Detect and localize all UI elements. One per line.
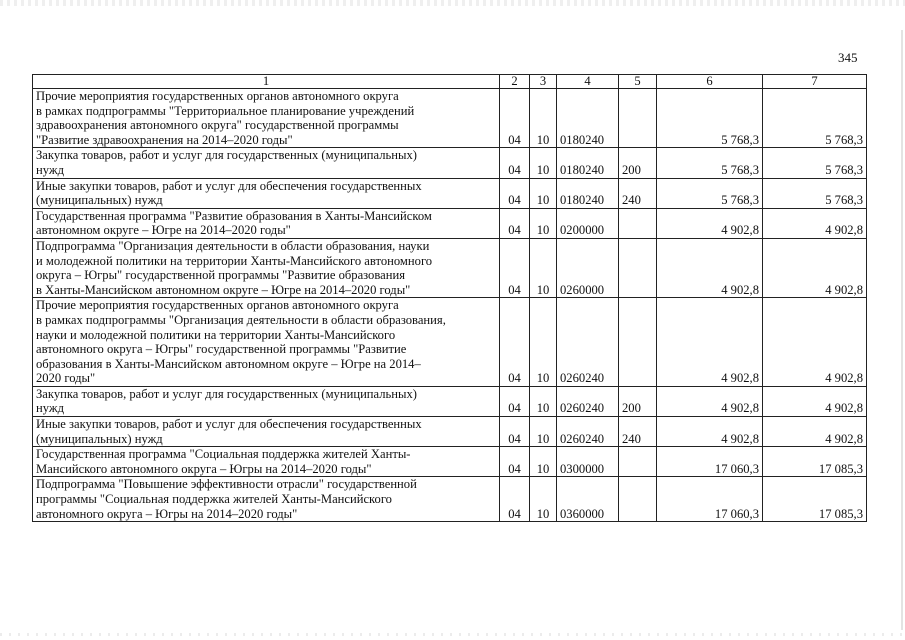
amount-plan: 17 060,3 [657,477,763,522]
description-line: Иные закупки товаров, работ и услуг для обеспечения государственных [36,178,422,193]
column-header: 7 [763,75,867,89]
subsection-code: 10 [530,208,557,238]
description-line: 2020 годы" [36,371,96,386]
table-row [33,178,867,208]
expense-type-code: 240 [619,417,657,447]
amount-actual: 4 902,8 [763,208,867,238]
expense-type-code [619,447,657,477]
description-line: "Развитие здравоохранения на 2014–2020 годы" [36,132,293,147]
target-article-code: 0260240 [557,417,619,447]
scan-edge-artifact [0,0,905,6]
description-line: Подпрограмма "Повышение эффективности отрасли" государственной [36,477,417,492]
budget-table [32,74,867,522]
row-description [33,178,500,208]
description-line: Закупка товаров, работ и услуг для государственных (муниципальных) [36,148,417,163]
target-article-code: 0180240 [557,89,619,148]
amount-plan: 4 902,8 [657,417,763,447]
row-description [33,386,500,416]
target-article-code: 0180240 [557,178,619,208]
target-article-code: 0200000 [557,208,619,238]
description-line: автономном округе – Югре на 2014–2020 годы" [36,223,291,238]
amount-actual: 4 902,8 [763,417,867,447]
table-row [33,298,867,387]
description-line: образования в Ханты-Мансийском автономном округе – Югре на 2014– [36,356,421,371]
expense-type-code [619,477,657,522]
description-line: Государственная программа "Развитие образования в Ханты-Мансийском [36,208,432,223]
row-description [33,417,500,447]
row-description [33,298,500,387]
header-row [33,75,867,89]
description-line: программы "Социальная поддержка жителей Ханты-Мансийского [36,492,392,507]
amount-actual: 5 768,3 [763,148,867,178]
expense-type-code: 240 [619,178,657,208]
subsection-code: 10 [530,386,557,416]
row-description [33,89,500,148]
expense-type-code: 200 [619,148,657,178]
description-line: Подпрограмма "Организация деятельности в области образования, науки [36,238,430,253]
description-line: Прочие мероприятия государственных органов автономного округа [36,298,399,313]
description-line: в рамках подпрограммы "Организация деятельности в области образования, [36,312,446,327]
description-line: округа – Югры" государственной программы "Развитие образования [36,268,405,283]
row-description [33,238,500,297]
row-description [33,148,500,178]
column-header: 6 [657,75,763,89]
table-row [33,89,867,148]
description-line: нужд [36,401,64,416]
section-code: 04 [500,477,530,522]
amount-plan: 4 902,8 [657,386,763,416]
amount-actual: 17 085,3 [763,447,867,477]
amount-actual: 5 768,3 [763,89,867,148]
description-line: (муниципальных) нужд [36,193,163,208]
amount-actual: 4 902,8 [763,298,867,387]
table-row [33,148,867,178]
description-line: здравоохранения автономного округа" государственной программы [36,118,399,133]
target-article-code: 0260240 [557,386,619,416]
table-row [33,477,867,522]
subsection-code: 10 [530,178,557,208]
subsection-code: 10 [530,89,557,148]
description-line: в рамках подпрограммы "Территориальное планирование учреждений [36,103,415,118]
table-row [33,386,867,416]
amount-plan: 17 060,3 [657,447,763,477]
amount-actual: 5 768,3 [763,178,867,208]
target-article-code: 0260000 [557,238,619,297]
page-number: 345 [838,50,858,65]
amount-plan: 4 902,8 [657,208,763,238]
amount-plan: 5 768,3 [657,89,763,148]
subsection-code: 10 [530,238,557,297]
amount-plan: 5 768,3 [657,148,763,178]
table-row [33,417,867,447]
description-line: Иные закупки товаров, работ и услуг для обеспечения государственных [36,417,422,432]
section-code: 04 [500,447,530,477]
amount-plan: 4 902,8 [657,238,763,297]
description-line: автономного округа – Югры" государственной программы "Развитие [36,342,407,357]
target-article-code: 0300000 [557,447,619,477]
expense-type-code: 200 [619,386,657,416]
expense-type-code [619,208,657,238]
row-description [33,208,500,238]
subsection-code: 10 [530,298,557,387]
amount-actual: 17 085,3 [763,477,867,522]
description-line: нужд [36,162,64,177]
expense-type-code [619,298,657,387]
amount-actual: 4 902,8 [763,238,867,297]
section-code: 04 [500,89,530,148]
description-line: науки и молодежной политики на территории Ханты-Мансийского [36,327,396,342]
section-code: 04 [500,238,530,297]
column-header: 3 [530,75,557,89]
subsection-code: 10 [530,447,557,477]
row-description [33,447,500,477]
section-code: 04 [500,178,530,208]
table-row [33,238,867,297]
expense-type-code [619,238,657,297]
section-code: 04 [500,208,530,238]
table-row [33,447,867,477]
subsection-code: 10 [530,417,557,447]
expense-type-code [619,89,657,148]
subsection-code: 10 [530,148,557,178]
description-line: автономного округа – Югры на 2014–2020 годы" [36,506,298,521]
column-header: 4 [557,75,619,89]
amount-plan: 4 902,8 [657,298,763,387]
section-code: 04 [500,386,530,416]
description-line: и молодежной политики на территории Ханты-Мансийского автономного [36,253,433,268]
row-description [33,477,500,522]
description-line: Прочие мероприятия государственных органов автономного округа [36,89,399,103]
target-article-code: 0180240 [557,148,619,178]
column-header: 2 [500,75,530,89]
description-line: (муниципальных) нужд [36,431,163,446]
description-line: Мансийского автономного округа – Югры на 2014–2020 годы" [36,461,372,476]
section-code: 04 [500,298,530,387]
scan-edge-artifact [0,633,905,636]
target-article-code: 0260240 [557,298,619,387]
section-code: 04 [500,148,530,178]
column-header: 5 [619,75,657,89]
target-article-code: 0360000 [557,477,619,522]
table-row [33,208,867,238]
description-line: Государственная программа "Социальная поддержка жителей Ханты- [36,447,411,462]
scan-edge-artifact [901,30,903,630]
subsection-code: 10 [530,477,557,522]
description-line: Закупка товаров, работ и услуг для государственных (муниципальных) [36,386,417,401]
amount-plan: 5 768,3 [657,178,763,208]
column-header: 1 [33,75,500,89]
section-code: 04 [500,417,530,447]
amount-actual: 4 902,8 [763,386,867,416]
table-body [33,89,867,522]
description-line: в Ханты-Мансийском автономном округе – Югре на 2014–2020 годы" [36,282,411,297]
